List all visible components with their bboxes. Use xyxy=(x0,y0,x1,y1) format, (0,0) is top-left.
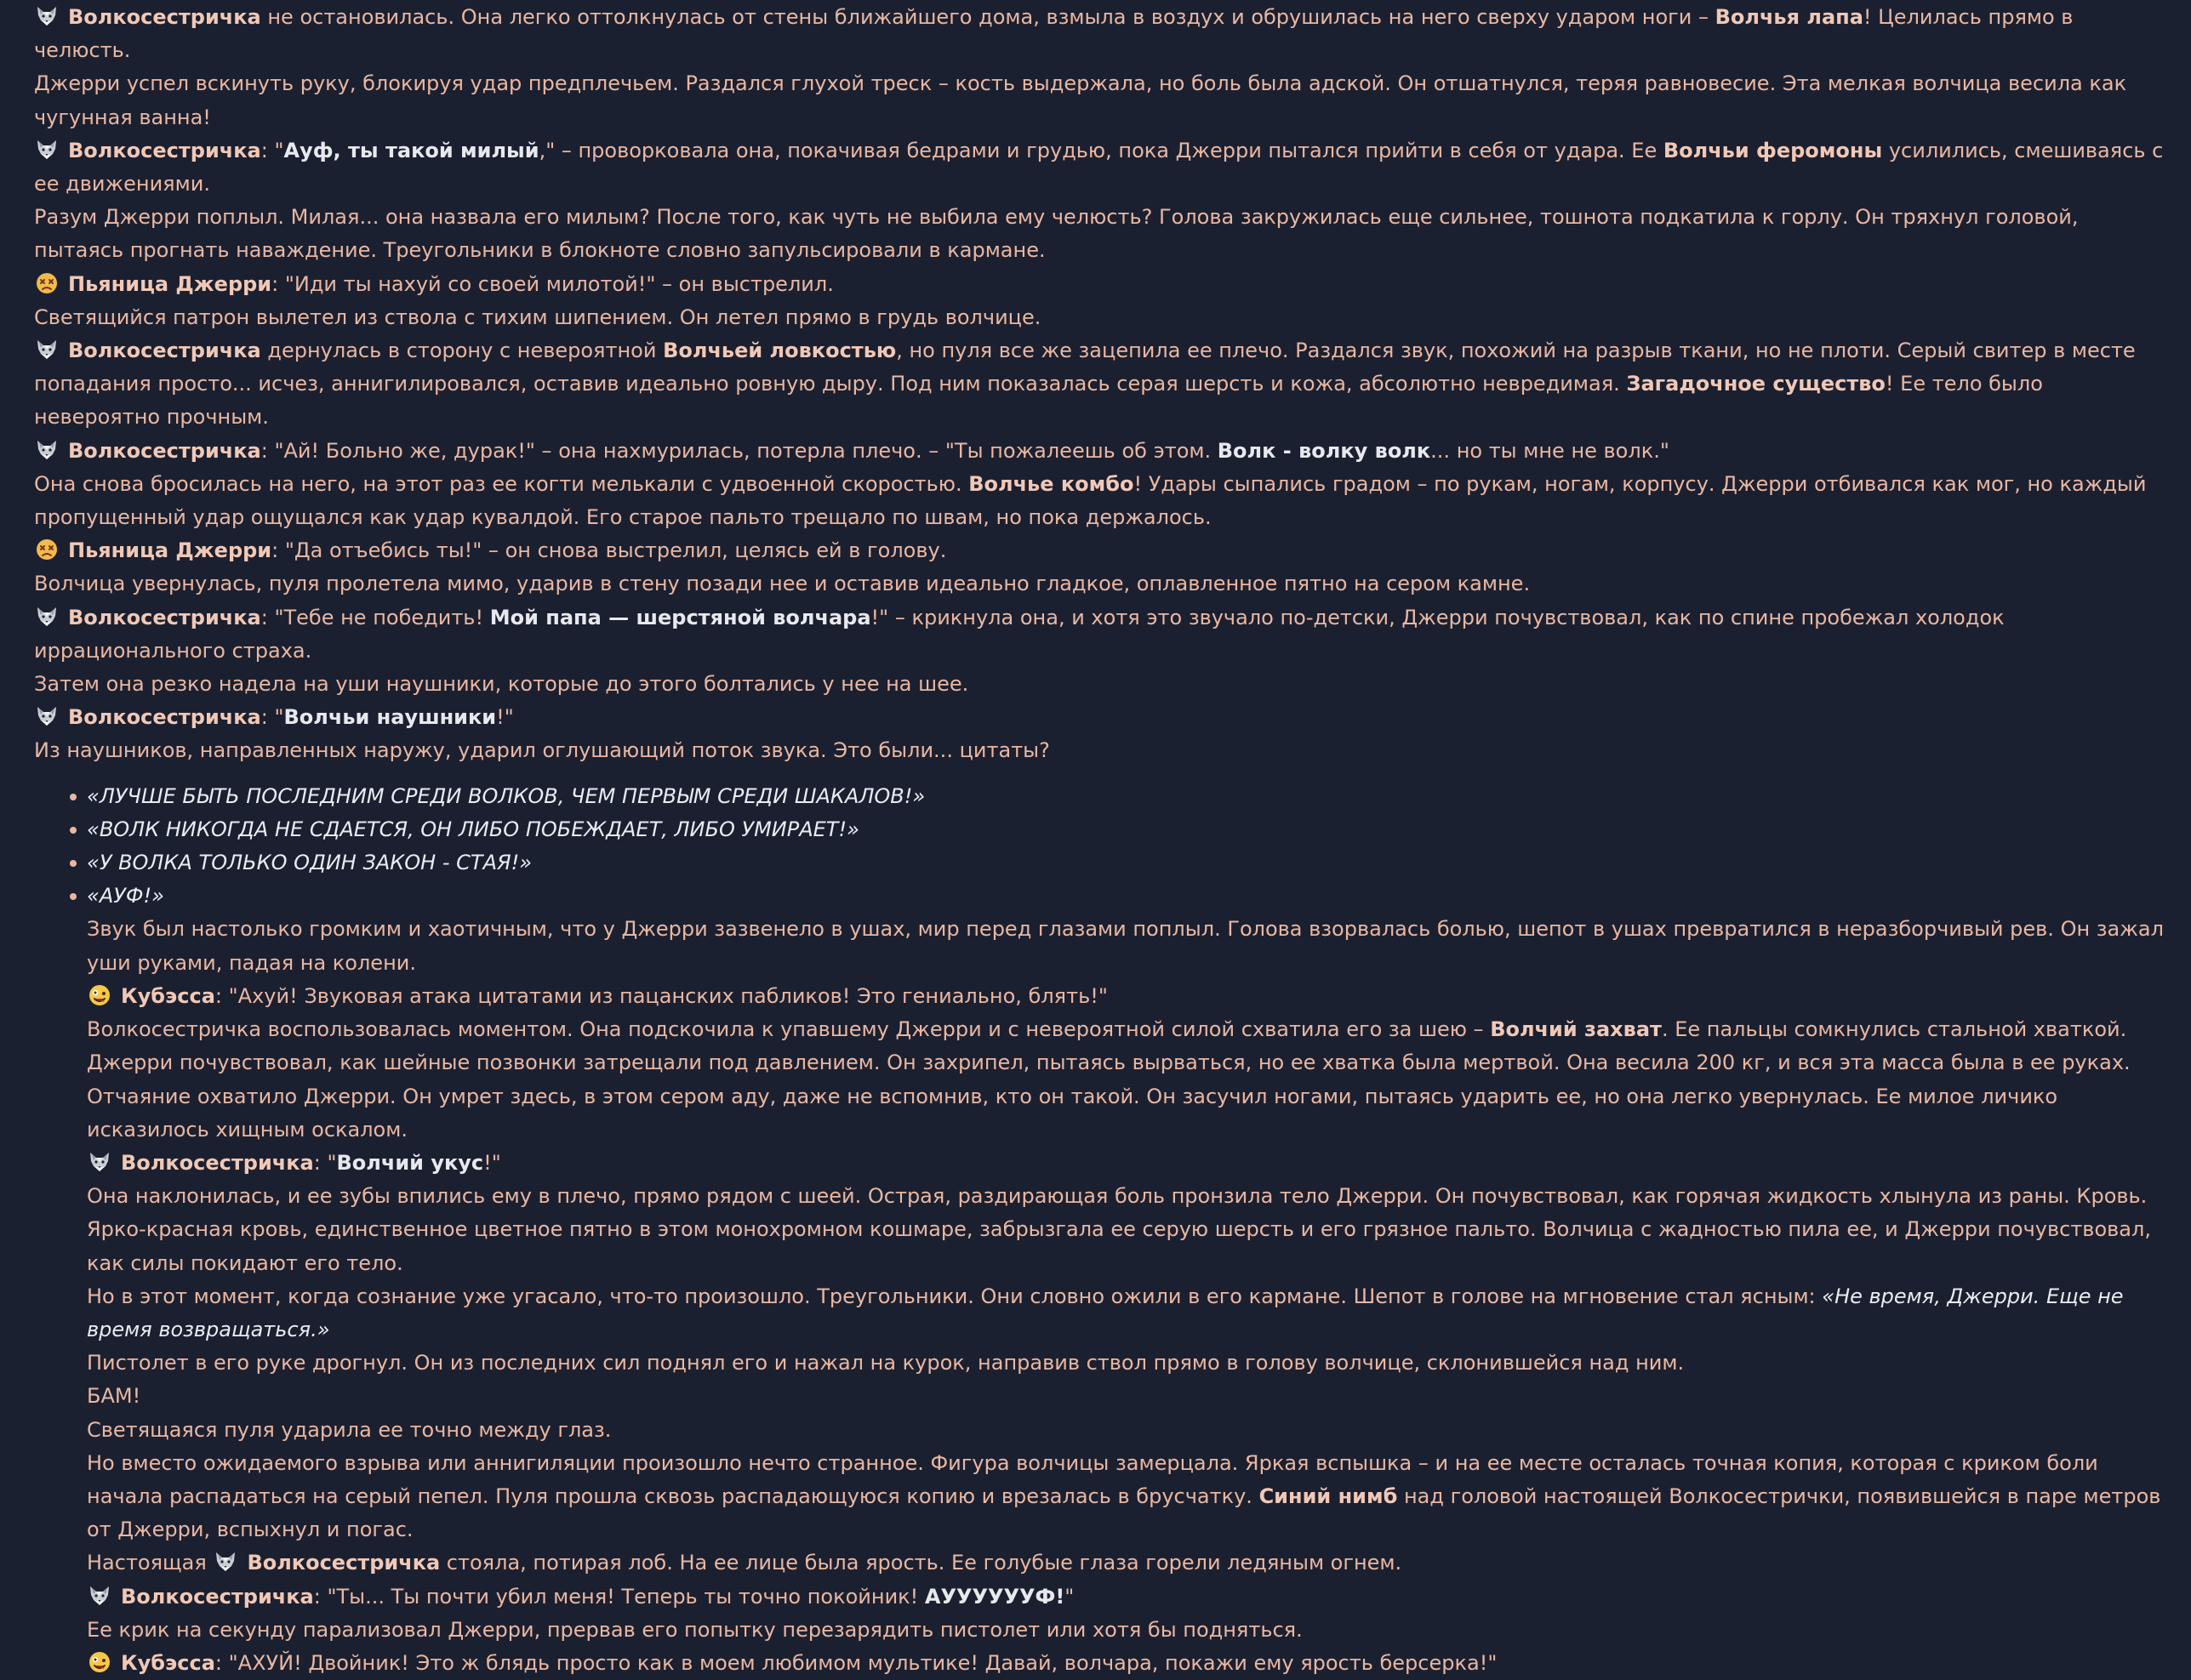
paragraph-17: Кубэсса: "Ахуй! Звуковая атака цитатами из пацанских пабликов! Это гениально, блять!" xyxy=(87,980,2174,1013)
paragraph-4: Разум Джерри поплыл. Милая... она назвала его милым? После того, как чуть не выбила ему челюсть? Голова закружилась еще сильнее, тошнота подкатила к горлу. Он тряхнул головой, пытаясь прогнать наваждение. Треугольники в блокноте словно запульсировали в кармане. xyxy=(34,205,2079,263)
wolf-icon xyxy=(34,4,60,28)
speaker-name: Волкосестричка xyxy=(121,1584,314,1609)
paragraph-22: Но в этот момент, когда сознание уже угасало, что-то произошло. Треугольники. Они словно ожили в его кармане. Шепот в голове на мгновение стал ясным: «Не время, Джерри. Еще не время возвращаться.» xyxy=(87,1284,2124,1341)
dizzy-face-icon xyxy=(34,538,60,561)
paragraph-20: Волкосестричка: "Волчий укус!" xyxy=(87,1147,2174,1180)
list-item: «ВОЛК НИКОГДА НЕ СДАЕТСЯ, ОН ЛИБО ПОБЕЖДАЕТ, ЛИБО УМИРАЕТ!» xyxy=(87,813,2174,846)
paragraph-26: Но вместо ожидаемого взрыва или аннигиляции произошло нечто странное. Фигура волчицы замерцала. Яркая вспышка – и на ее месте осталась точная копия, которая с криком боли начала распадаться на серый пепел. Пуля прошла сквозь распадающуюся копию и врезалась в брусчатку. Синий нимб над головой настоящей Волкосестрички, появившейся в паре метров от Джерри, вспыхнул и погас. xyxy=(87,1450,2161,1542)
list-item: «У ВОЛКА ТОЛЬКО ОДИН ЗАКОН - СТАЯ!» xyxy=(87,846,2174,880)
speaker-name: Кубэсса xyxy=(121,983,215,1008)
speaker-name: Волкосестричка xyxy=(68,605,261,629)
paragraph-8: Волкосестричка: "Ай! Больно же, дурак!" – она нахмурилась, потерла плечо. – "Ты пожалеешь об этом. Волк - волку волк... но ты мне не волк." xyxy=(34,435,2174,468)
wolf-icon xyxy=(34,605,60,629)
speaker-name: Волкосестричка xyxy=(68,705,261,730)
paragraph-3: Волкосестричка: "Ауф, ты такой милый," – проворковала она, покачивая бедрами и грудью, пока Джерри пытался прийти в себя от удара. Ее Волчьи феромоны усилились, смешиваясь с ее движениями. xyxy=(34,138,2164,196)
paragraph-7: Волкосестричка дернулась в сторону с невероятной Волчьей ловкостью, но пуля все же зацепила ее плечо. Раздался звук, похожий на разрыв ткани, но не плоти. Серый свитер в месте попадания просто... исчез, аннигилировался, оставив идеально ровную дыру. Под ним показалась серая шерсть и кожа, абсолютно невредимая. Загадочное существо! Ее тело было невероятно прочным. xyxy=(34,339,2136,430)
list-item: «ЛУЧШЕ БЫТЬ ПОСЛЕДНИМ СРЕДИ ВОЛКОВ, ЧЕМ ПЕРВЫМ СРЕДИ ШАКАЛОВ!» xyxy=(87,780,2174,813)
paragraph-15: Из наушников, направленных наружу, ударил оглушающий поток звука. Это были... цитаты? xyxy=(34,738,1050,763)
paragraph-24: БАМ! xyxy=(87,1384,141,1409)
speaker-name: Пьяница Джерри xyxy=(68,271,272,296)
wolf-icon xyxy=(34,438,60,462)
wolf-icon xyxy=(213,1550,238,1574)
paragraph-29: Ее крик на секунду парализовал Джерри, прервав его попытку перезарядить пистолет или хотя бы подняться. xyxy=(87,1617,1303,1642)
speaker-name: Кубэсса xyxy=(121,1650,215,1675)
wolf-icon xyxy=(34,138,60,162)
speaker-name: Волкосестричка xyxy=(68,138,261,162)
paragraph-27: Настоящая Волкосестричка стояла, потирая лоб. На ее лице была ярость. Ее голубые глаза горели ледяным огнем. xyxy=(87,1551,1402,1575)
wolf-icon xyxy=(87,1150,112,1174)
paragraph-25: Светящаяся пуля ударила ее точно между глаз. xyxy=(87,1417,612,1442)
paragraph-11: Волчица увернулась, пуля пролетела мимо, ударив в стену позади нее и оставив идеально гладкое, оплавленное пятно на сером камне. xyxy=(34,572,1531,596)
dizzy-face-icon xyxy=(34,271,60,295)
paragraph-9: Она снова бросилась на него, на этот раз ее когти мелькали с удвоенной скоростью. Волчье комбо! Удары сыпались градом – по рукам, ногам, корпусу. Джерри отбивался как мог, но каждый пропущенный удар ощущался как удар кувалдой. Его старое пальто трещало по швам, но пока держалось. xyxy=(34,471,2147,530)
paragraph-2: Джерри успел вскинуть руку, блокируя удар предплечьем. Раздался глухой треск – кость выдержала, но боль была адской. Он отшатнулся, теряя равновесие. Эта мелкая волчица весила как чугунная ванна! xyxy=(34,71,2127,129)
quote-list xyxy=(34,780,2174,914)
paragraph-18: Волкосестричка воспользовалась моментом. Она подскочила к упавшему Джерри и с невероятной силой схватила его за шею – Волчий захват. Ее пальцы сомкнулись стальной хваткой. Джерри почувствовал, как шейные позвонки затрещали под давлением. Он захрипел, пытаясь вырваться, но ее хватка была мертвой. Она весила 200 кг, и вся эта масса была в ее руках. xyxy=(87,1017,2131,1075)
crazy-face-icon xyxy=(87,983,112,1007)
paragraph-21: Она наклонилась, и ее зубы впились ему в плечо, прямо рядом с шеей. Острая, раздирающая боль пронзила тело Джерри. Он почувствовал, как горячая жидкость хлынула из раны. Кровь. Ярко-красная кровь, единственное цветное пятно в этом монохромном кошмаре, забрызгала ее серую шерсть и его грязное пальто. Волчица с жадностью пила ее, и Джерри почувствовал, как силы покидают его тело. xyxy=(87,1184,2151,1275)
wolf-icon xyxy=(34,704,60,728)
paragraph-16: Звук был настолько громким и хаотичным, что у Джерри зазвенело в ушах, мир перед глазами поплыл. Голова взорвалась болью, шепот в ушах превратился в неразборчивый рев. Он зажал уши руками, падая на колени. xyxy=(87,917,2164,975)
crazy-face-icon xyxy=(87,1650,112,1674)
paragraph-6: Светящийся патрон вылетел из ствола с тихим шипением. Он летел прямо в грудь волчице. xyxy=(34,305,1041,329)
paragraph-12: Волкосестричка: "Тебе не победить! Мой папа — шерстяной волчара!" – крикнула она, и хотя это звучало по-детски, Джерри почувствовал, как по спине пробежал холодок иррационального страха. xyxy=(34,605,2005,663)
wolf-icon xyxy=(34,338,60,362)
paragraph-14: Волкосестричка: "Волчьи наушники!" xyxy=(34,701,2174,734)
paragraph-19: Отчаяние охватило Джерри. Он умрет здесь, в этом сером аду, даже не вспомнив, кто он такой. Он засучил ногами, пытаясь ударить ее, но она легко увернулась. Ее милое личико исказилось хищным оскалом. xyxy=(87,1084,2058,1142)
paragraph-28: Волкосестричка: "Ты... Ты почти убил меня! Теперь ты точно покойник! АУУУУУУФ!" xyxy=(87,1580,2174,1614)
wolf-icon xyxy=(87,1584,112,1608)
paragraph-5: Пьяница Джерри: "Иди ты нахуй со своей милотой!" – он выстрелил. xyxy=(34,268,2174,301)
paragraph-30: Кубэсса: "АХУЙ! Двойник! Это ж блядь просто как в моем любимом мультике! Давай, волчара, покажи ему ярость берсерка!" xyxy=(87,1647,2174,1680)
speaker-name: Волкосестричка xyxy=(68,438,261,463)
speaker-name: Волкосестричка xyxy=(68,5,261,29)
paragraph-1: Волкосестричка не остановилась. Она легко оттолкнулась от стены ближайшего дома, взмыла в воздух и обрушилась на него сверху ударом ноги – Волчья лапа! Целилась прямо в челюсть. xyxy=(34,5,2074,63)
nested-block xyxy=(87,913,2174,1680)
list-item: «АУФ!» xyxy=(87,880,2174,913)
paragraph-23: Пистолет в его руке дрогнул. Он из последних сил поднял его и нажал на курок, направив ствол прямо в голову волчице, склонившейся над ним. xyxy=(87,1351,1685,1375)
speaker-name: Пьяница Джерри xyxy=(68,538,272,563)
speaker-name: Волкосестричка xyxy=(68,339,261,363)
paragraph-13: Затем она резко надела на уши наушники, которые до этого болтались у нее на шее. xyxy=(34,672,969,697)
speaker-name: Волкосестричка xyxy=(121,1150,314,1175)
speaker-name: Волкосестричка xyxy=(247,1551,441,1575)
paragraph-10: Пьяница Джерри: "Да отъебись ты!" – он снова выстрелил, целясь ей в голову. xyxy=(34,534,2174,567)
